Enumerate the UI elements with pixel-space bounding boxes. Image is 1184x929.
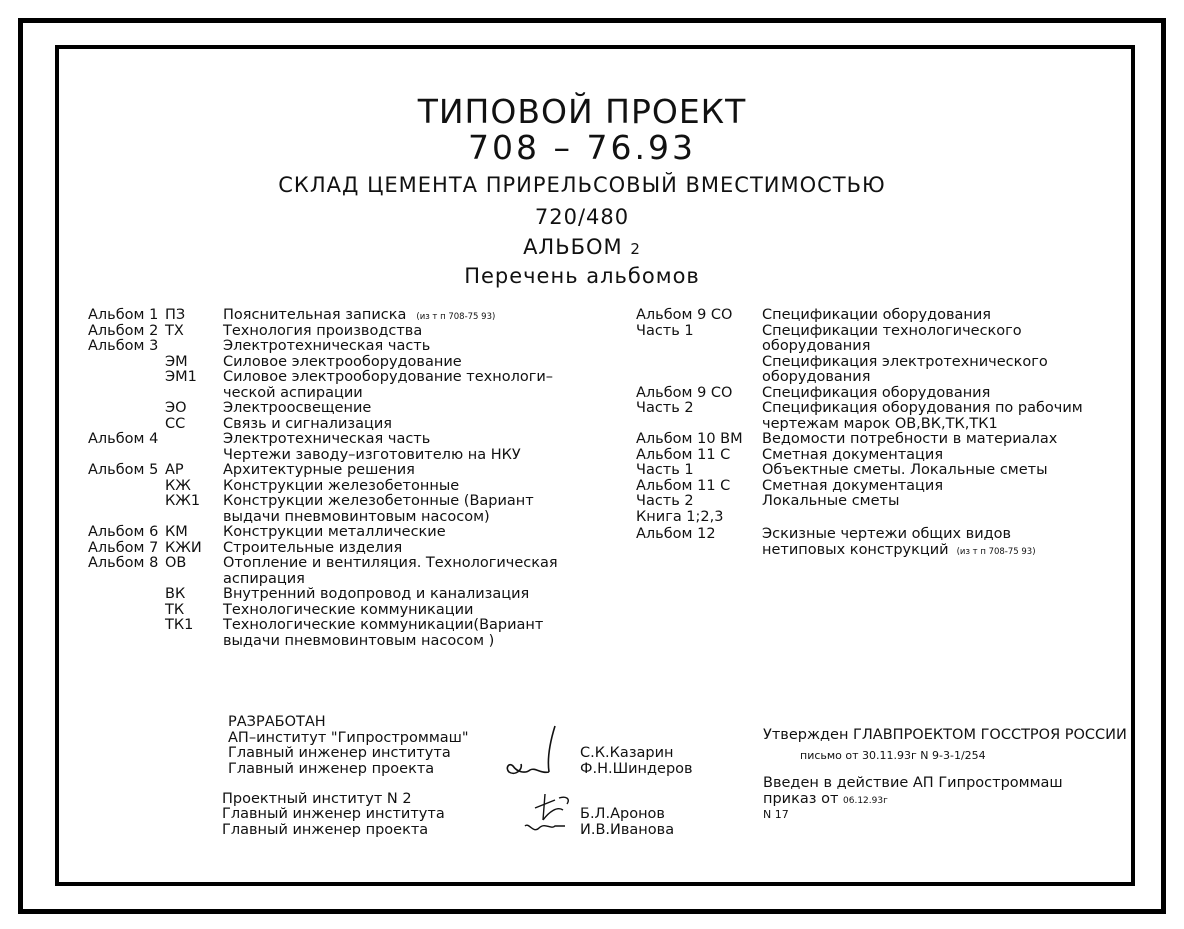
- left-album-text: ческой аспирации: [223, 384, 363, 401]
- developer-institute: АП–институт "Гипростроммаш": [228, 730, 469, 746]
- right-album-text: Сметная документация: [762, 446, 944, 463]
- role-chief-institute-2: Главный инженер института: [222, 806, 445, 822]
- left-album-description: [223, 478, 459, 494]
- right-album-label: Часть 1: [636, 322, 694, 339]
- right-album-text: Ведомости потребности в материалах: [762, 431, 1058, 447]
- left-album-label: Альбом 3: [88, 338, 159, 354]
- left-album-text: аспирация: [223, 570, 305, 587]
- left-album-description: [223, 385, 363, 401]
- left-album-code: ЭМ1: [165, 369, 197, 385]
- album-label: АЛЬБОМ: [523, 235, 623, 259]
- left-album-code: ЭО: [165, 400, 187, 416]
- left-album-label: Альбом 5: [88, 462, 159, 478]
- right-album-description: [762, 416, 998, 432]
- left-album-description: [223, 431, 430, 447]
- left-album-text: Архитектурные решения: [223, 462, 415, 478]
- project-name: СКЛАД ЦЕМЕНТА ПРИРЕЛЬСОВЫЙ ВМЕСТИМОСТЬЮ: [278, 173, 886, 197]
- left-album-description: [223, 633, 494, 649]
- right-album-description: [762, 354, 1048, 370]
- right-album-text: оборудования: [762, 338, 871, 354]
- right-album-description: [762, 400, 1083, 416]
- name-ivanova: И.В.Иванова: [580, 822, 675, 838]
- right-album-text: нетиповых конструкций: [762, 541, 949, 558]
- left-album-label: Альбом 1: [88, 307, 159, 323]
- left-album-text: Связь и сигнализация: [223, 415, 392, 432]
- right-album-description: [762, 323, 1022, 339]
- role-chief-institute: Главный инженер института: [228, 745, 451, 761]
- right-album-label: Альбом 10 ВМ: [636, 431, 743, 447]
- approved-by: Утвержден ГЛАВПРОЕКТОМ ГОССТРОЯ РОССИИ: [763, 727, 1127, 743]
- right-album-description: [762, 447, 943, 463]
- left-album-code: АР: [165, 462, 184, 478]
- left-album-code: ТК: [165, 601, 185, 618]
- left-album-code: КЖ1: [165, 493, 201, 509]
- name-shinderov: Ф.Н.Шиндеров: [580, 761, 693, 777]
- right-album-label: Часть 2: [636, 400, 694, 416]
- left-album-code: ТК1: [165, 617, 194, 633]
- capacity: 720/480: [534, 205, 630, 229]
- list-title: Перечень альбомов: [464, 264, 700, 288]
- right-album-note: (из т п 708-75 93): [956, 546, 1036, 557]
- role-chief-project-2: Главный инженер проекта: [222, 822, 429, 838]
- left-album-label: Альбом 8: [88, 555, 159, 571]
- right-album-text: Сметная документация: [762, 477, 944, 494]
- left-album-text: Пояснительная записка: [223, 307, 407, 323]
- left-album-description: [223, 462, 415, 478]
- left-album-description: [223, 571, 305, 587]
- left-album-text: Конструкции железобетонные: [223, 477, 460, 494]
- right-album-description: [762, 338, 870, 354]
- left-album-label: Альбом 2: [88, 322, 159, 339]
- left-album-text: Отопление и вентиляция. Технологическая: [223, 555, 558, 571]
- left-album-description: [223, 400, 371, 416]
- left-album-description: [223, 354, 462, 370]
- left-album-text: выдачи пневмовинтовым насосом): [223, 508, 490, 525]
- right-album-text: Эскизные чертежи общих видов: [762, 526, 1012, 542]
- right-album-text: Спецификация электротехнического: [762, 353, 1048, 370]
- left-album-text: Технология производства: [223, 322, 423, 339]
- left-album-description: [223, 602, 473, 618]
- left-album-code: ПЗ: [165, 307, 186, 323]
- order-label: приказ от: [763, 791, 839, 807]
- left-album-description: [223, 338, 430, 354]
- left-album-label: Альбом 4: [88, 431, 159, 447]
- left-album-text: выдачи пневмовинтовым насосом ): [223, 632, 495, 649]
- left-album-description: [223, 323, 422, 339]
- left-album-text: Чертежи заводу–изготовителю на НКУ: [223, 446, 521, 463]
- left-album-text: Электротехническая часть: [223, 338, 431, 354]
- left-album-text: Электроосвещение: [223, 400, 372, 416]
- right-album-text: Объектные сметы. Локальные сметы: [762, 462, 1048, 478]
- right-album-label: Альбом 11 С: [636, 477, 731, 494]
- left-album-text: Конструкции железобетонные (Вариант: [223, 493, 534, 509]
- right-album-description: [762, 462, 1048, 478]
- left-album-code: КЖ: [165, 477, 191, 494]
- left-album-label: Альбом 7: [88, 539, 159, 556]
- approval-letter: письмо от 30.11.93г N 9-3-1/254: [800, 749, 986, 762]
- album-number: 2: [630, 240, 641, 258]
- right-album-text: Спецификация оборудования по рабочим: [762, 400, 1083, 416]
- introduced-by: Введен в действие АП Гипростроммаш: [763, 775, 1063, 791]
- left-album-text: Технологические коммуникации: [223, 601, 474, 618]
- right-album-label: Часть 2: [636, 493, 694, 509]
- left-album-description: [223, 447, 521, 463]
- order-number: N 17: [763, 808, 789, 821]
- left-album-description: [223, 524, 446, 540]
- right-album-text: Локальные сметы: [762, 493, 900, 509]
- right-album-label: Альбом 12: [636, 526, 716, 542]
- left-album-text: Конструкции металлические: [223, 524, 446, 540]
- right-album-description: [762, 369, 870, 385]
- left-album-text: Электротехническая часть: [223, 431, 431, 447]
- album-heading: [0, 235, 1174, 259]
- order-date: 06.12.93г: [843, 796, 888, 806]
- right-album-label: Часть 1: [636, 462, 694, 478]
- left-album-text: Силовое электрооборудование технологи–: [223, 369, 554, 385]
- right-album-description: [762, 307, 991, 323]
- institute-2: Проектный институт N 2: [222, 791, 412, 807]
- signature-kazarin: [495, 722, 565, 780]
- left-album-code: СС: [165, 415, 186, 432]
- left-album-description: [223, 509, 490, 525]
- left-album-description: [223, 586, 529, 602]
- left-album-code: КЖИ: [165, 539, 202, 556]
- right-album-text: оборудования: [762, 369, 871, 385]
- right-album-label: Альбом 9 СО: [636, 384, 733, 401]
- left-album-note: (из т п 708-75 93): [416, 312, 496, 322]
- left-album-description: [223, 540, 402, 556]
- project-type: ТИПОВОЙ ПРОЕКТ: [417, 92, 747, 131]
- right-album-text: чертежам марок ОВ,ВК,ТК,ТК1: [762, 415, 998, 432]
- left-album-text: Строительные изделия: [223, 539, 403, 556]
- right-album-description: [762, 542, 1036, 560]
- right-album-label: Альбом 11 С: [636, 446, 731, 463]
- left-album-code: ТХ: [165, 322, 184, 339]
- right-album-label: Книга 1;2,3: [636, 508, 724, 525]
- role-chief-project: Главный инженер проекта: [228, 761, 435, 777]
- left-album-code: ЭМ: [165, 353, 188, 370]
- left-album-text: Силовое электрооборудование: [223, 353, 462, 370]
- left-album-code: ОВ: [165, 555, 187, 571]
- left-album-code: КМ: [165, 524, 188, 540]
- name-kazarin: С.К.Казарин: [580, 745, 674, 761]
- right-album-text: Спецификация оборудования: [762, 384, 991, 401]
- project-number: 708 – 76.93: [468, 128, 696, 167]
- right-album-label: Альбом 9 СО: [636, 307, 733, 323]
- right-album-description: [762, 431, 1057, 447]
- left-album-text: Внутренний водопровод и канализация: [223, 586, 530, 602]
- right-album-description: [762, 478, 943, 494]
- right-album-description: [762, 526, 1011, 542]
- right-album-text: Спецификации технологического: [762, 322, 1022, 339]
- right-album-description: [762, 385, 990, 401]
- right-album-text: Спецификации оборудования: [762, 307, 992, 323]
- left-album-description: [223, 416, 392, 432]
- left-album-label: Альбом 6: [88, 524, 159, 540]
- left-album-description: [223, 369, 553, 385]
- right-album-description: [762, 493, 899, 509]
- left-album-description: [223, 617, 543, 633]
- name-aronov: Б.Л.Аронов: [580, 806, 665, 822]
- left-album-text: Технологические коммуникации(Вариант: [223, 617, 544, 633]
- developer-heading: РАЗРАБОТАН: [228, 714, 326, 730]
- left-album-code: ВК: [165, 586, 186, 602]
- signature-aronov: [515, 790, 585, 840]
- left-album-description: [223, 555, 558, 571]
- left-album-description: [223, 493, 534, 509]
